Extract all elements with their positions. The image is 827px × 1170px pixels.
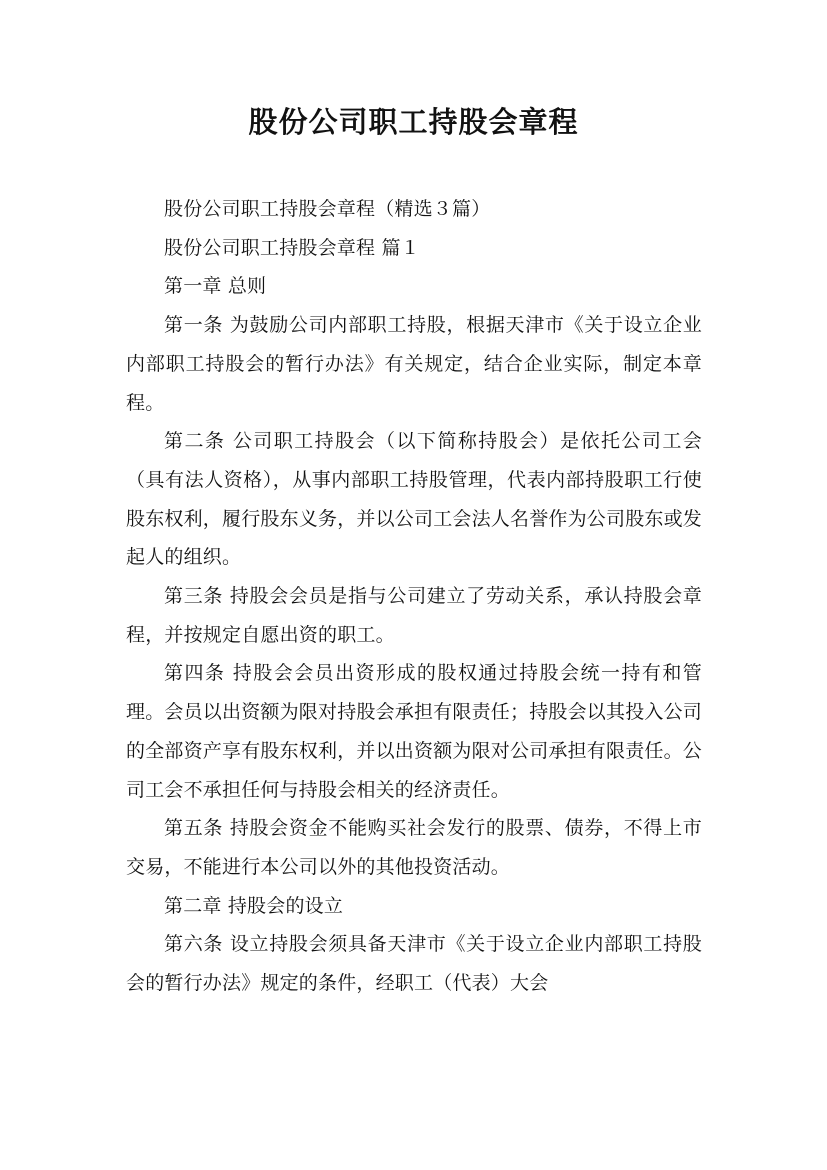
article-4: 第四条 持股会会员出资形成的股权通过持股会统一持有和管理。会员以出资额为限对持股会承担有限责任；持股会以其投入公司的全部资产享有股东权利，并以出资额为限对公司承担有限责任。公司工会不承担任何与持股会相关的经济责任。 <box>126 662 703 801</box>
paragraph-subtitle: 股份公司职工持股会章程（精选３篇） <box>164 198 491 220</box>
article-3: 第三条 持股会会员是指与公司建立了劳动关系，承认持股会章程，并按规定自愿出资的职工。 <box>126 585 702 646</box>
chapter-heading-1: 第一章 总则 <box>164 275 267 298</box>
article-5: 第五条 持股会资金不能购买社会发行的股票、债券，不得上市交易，不能进行本公司以外的其他投资活动。 <box>126 817 702 878</box>
article-2: 第二条 公司职工持股会（以下简称持股会）是依托公司工会（具有法人资格），从事内部职工持股管理，代表内部持股职工行使股东权利，履行股东义务，并以公司工会法人名誉作为公司股东或发起人的组织。 <box>126 430 703 569</box>
article-6: 第六条 设立持股会须具备天津市《关于设立企业内部职工持股会的暂行办法》规定的条件，经职工（代表）大会 <box>126 933 702 995</box>
chapter-heading-2: 第二章 持股会的设立 <box>164 894 344 917</box>
document-body <box>126 190 702 1003</box>
article-1: 第一条 为鼓励公司内部职工持股，根据天津市《关于设立企业内部职工持股会的暂行办法》有关规定，结合企业实际，制定本章程。 <box>126 314 702 414</box>
document-title: 股份公司职工持股会章程 <box>248 105 579 139</box>
paragraph-section-heading: 股份公司职工持股会章程 篇１ <box>164 236 420 259</box>
